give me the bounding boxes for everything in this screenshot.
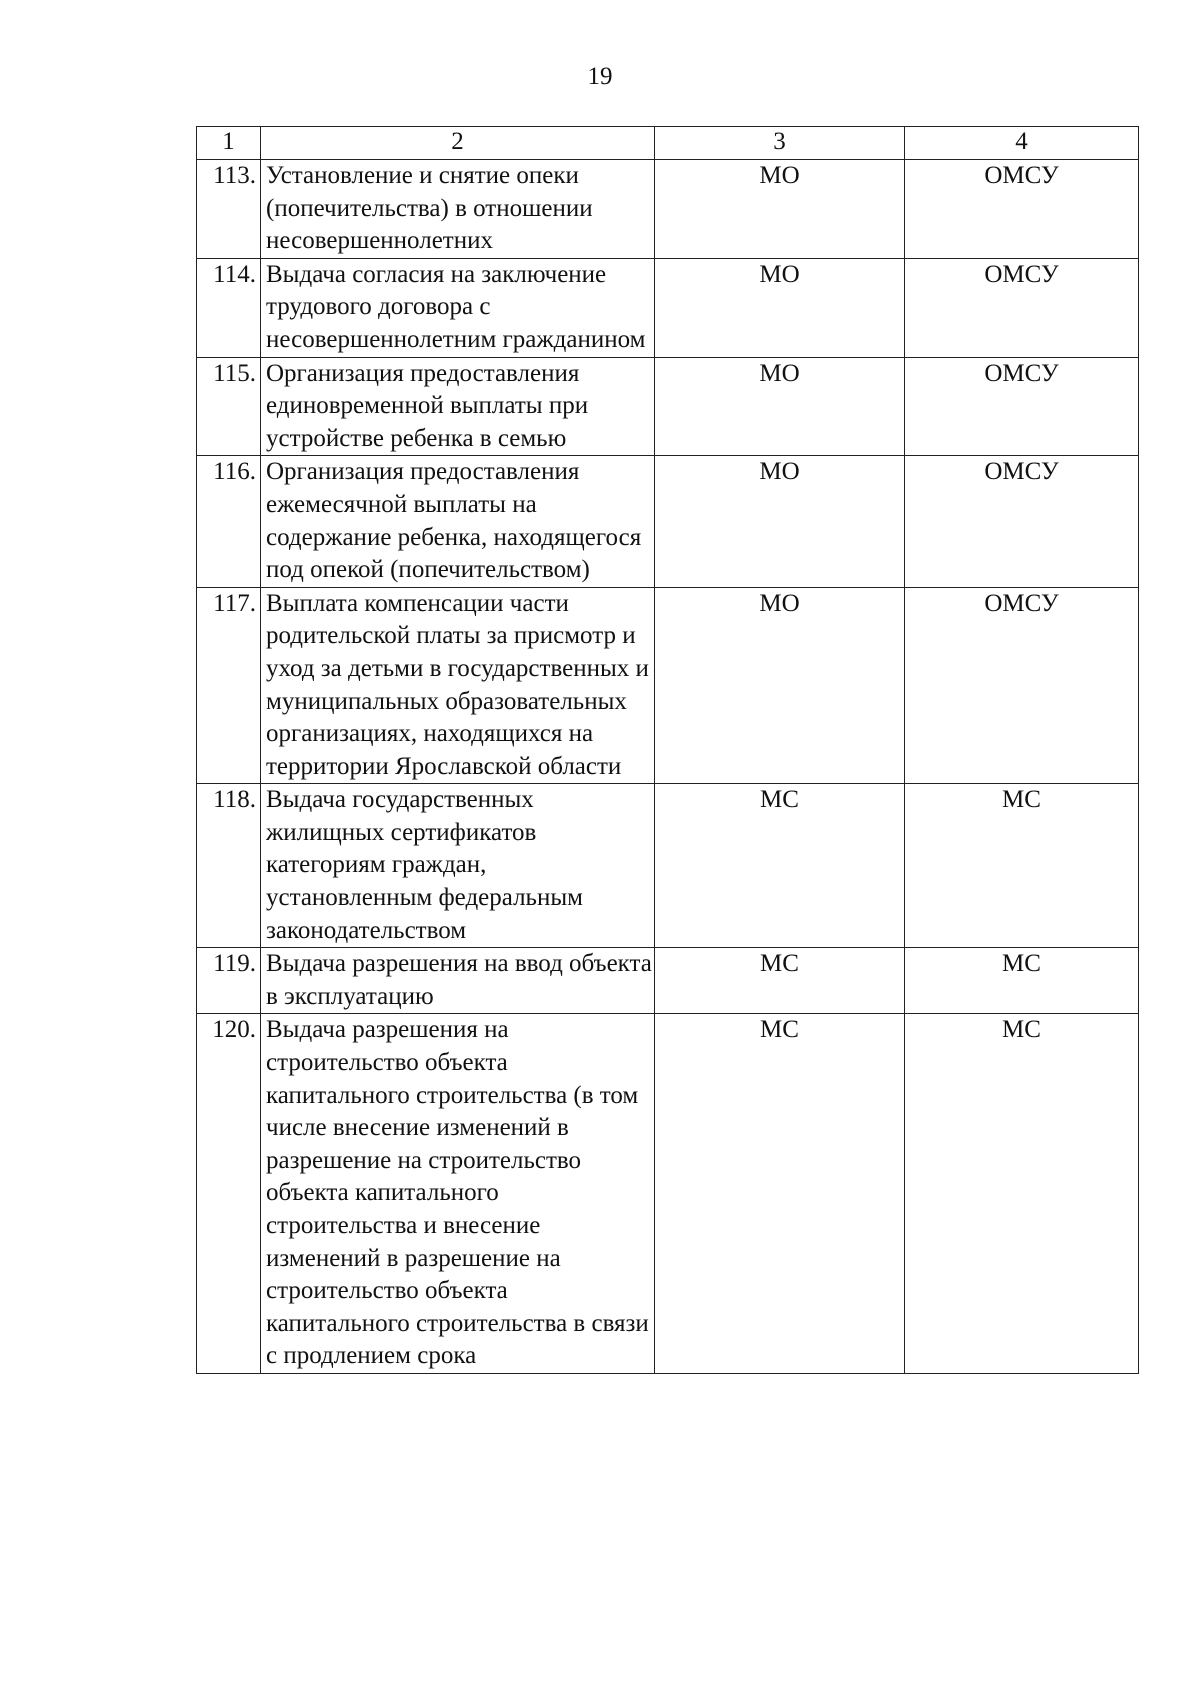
- row-number: 115.: [197, 357, 261, 456]
- column-4-value: ОМСУ: [905, 160, 1139, 259]
- service-name: Установление и снятие опеки (попечительства) в отношении несовершеннолетних: [261, 160, 655, 259]
- column-4-value: МС: [905, 948, 1139, 1014]
- service-name: Организация предоставления ежемесячной выплаты на содержание ребенка, находящегося под опекой (попечительством): [261, 456, 655, 587]
- table-row: [197, 357, 1139, 456]
- column-4-value: ОМСУ: [905, 456, 1139, 587]
- table-row: [197, 456, 1139, 587]
- page-number: 19: [587, 63, 613, 90]
- column-header-1: 1: [197, 127, 261, 160]
- row-number: 120.: [197, 1014, 261, 1374]
- table-body: [197, 127, 1139, 1374]
- service-name: Выплата компенсации части родительской платы за присмотр и уход за детьми в государственных и муниципальных образовательных организациях, находящихся на территории Ярославской области: [261, 587, 655, 784]
- column-3-value: МО: [655, 160, 905, 259]
- table-row: [197, 948, 1139, 1014]
- column-4-value: МС: [905, 1014, 1139, 1374]
- service-name: Выдача государственных жилищных сертификатов категориям граждан, установленным федеральным законодательством: [261, 784, 655, 948]
- row-number: 117.: [197, 587, 261, 784]
- table-row: [197, 258, 1139, 357]
- column-3-value: МС: [655, 784, 905, 948]
- column-header-2: 2: [261, 127, 655, 160]
- column-3-value: МС: [655, 948, 905, 1014]
- service-name: Выдача согласия на заключение трудового договора с несовершеннолетним гражданином: [261, 258, 655, 357]
- service-name: Организация предоставления единовременной выплаты при устройстве ребенка в семью: [261, 357, 655, 456]
- table-row: [197, 1014, 1139, 1374]
- row-number: 119.: [197, 948, 261, 1014]
- service-name: Выдача разрешения на строительство объекта капитального строительства (в том числе внесение изменений в разрешение на строительство объекта капитального строительства и внесение изменений в разрешение на строительство объекта капитального строительства в связи с продлением срока: [261, 1014, 655, 1374]
- column-3-value: МО: [655, 357, 905, 456]
- column-3-value: МО: [655, 587, 905, 784]
- row-number: 116.: [197, 456, 261, 587]
- table-header-row: [197, 127, 1139, 160]
- row-number: 114.: [197, 258, 261, 357]
- table-row: [197, 160, 1139, 259]
- table-row: [197, 587, 1139, 784]
- row-number: 118.: [197, 784, 261, 948]
- column-4-value: ОМСУ: [905, 357, 1139, 456]
- column-header-3: 3: [655, 127, 905, 160]
- column-3-value: МО: [655, 456, 905, 587]
- column-4-value: ОМСУ: [905, 587, 1139, 784]
- row-number: 113.: [197, 160, 261, 259]
- column-header-4: 4: [905, 127, 1139, 160]
- table-row: [197, 784, 1139, 948]
- column-3-value: МС: [655, 1014, 905, 1374]
- column-3-value: МО: [655, 258, 905, 357]
- column-4-value: МС: [905, 784, 1139, 948]
- service-name: Выдача разрешения на ввод объекта в эксплуатацию: [261, 948, 655, 1014]
- services-table: [196, 126, 1139, 1374]
- column-4-value: ОМСУ: [905, 258, 1139, 357]
